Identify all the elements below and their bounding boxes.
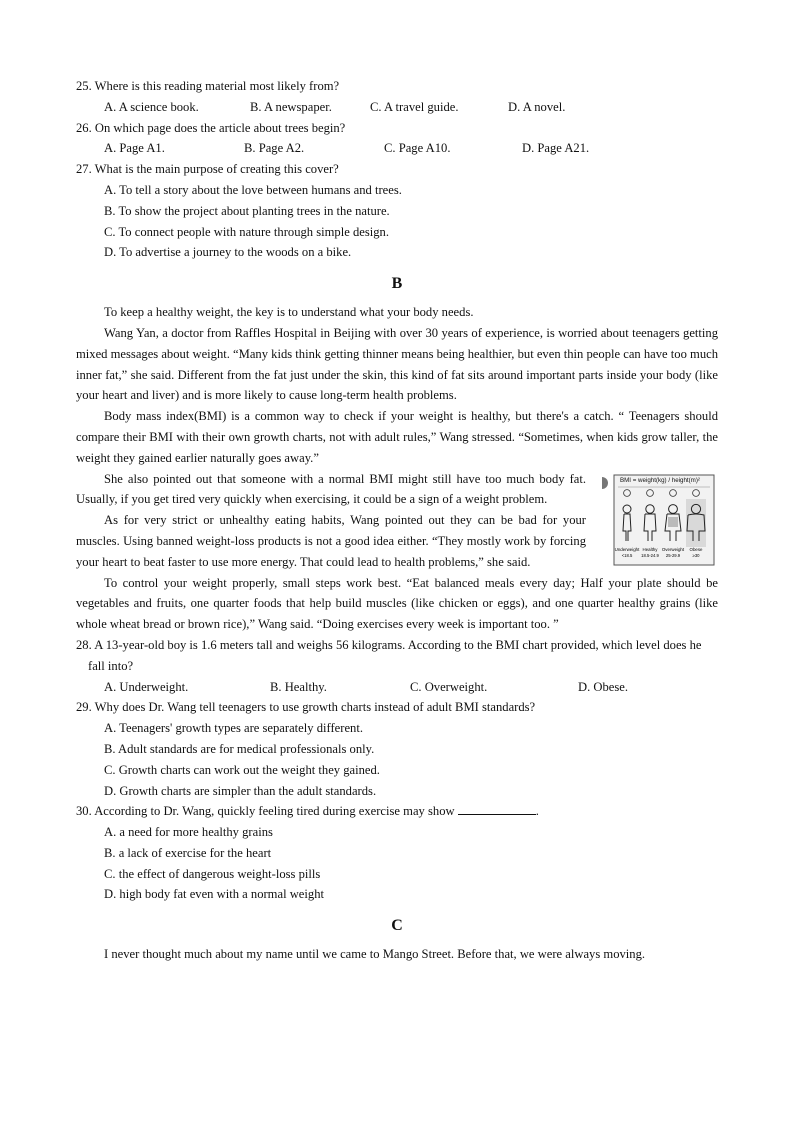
- range-label: 18.5-24.9: [641, 552, 659, 558]
- category-label: Overweight: [661, 546, 685, 552]
- option-a: A. Underweight.: [104, 679, 189, 694]
- passage-paragraph: To keep a healthy weight, the key is to understand what your body needs.: [104, 305, 474, 320]
- bmi-chart-figure: [600, 469, 718, 567]
- range-label: ≥30: [692, 552, 700, 558]
- option-d: D. A novel.: [508, 99, 566, 114]
- option-c: C. A travel guide.: [370, 99, 459, 114]
- passage-paragraph: Wang Yan, a doctor from Raffles Hospital in Beijing with over 30 years of experience, is worried about teenagers getting mixed messages about weight. “Many kids think getting thinner means being healthier, but even thin people can have too much inner fat,” she said. Different from the fat just under the skin, this kind of fat sits around important parts inside your body (like your heart and liver) and is more likely to cause long-term health problems.: [76, 325, 718, 403]
- question-29: [76, 697, 718, 718]
- options-row: [76, 138, 718, 159]
- option-a: A. To tell a story about the love between humans and trees.: [104, 182, 402, 197]
- question-text: On which page does the article about trees begin?: [94, 120, 346, 135]
- bmi-chart-image: [600, 469, 718, 567]
- option-c: C. Overweight.: [410, 679, 488, 694]
- obese-figure-icon: [686, 499, 706, 547]
- question-text: What is the main purpose of creating this cover?: [94, 162, 339, 177]
- option-b: B. Healthy.: [270, 679, 327, 694]
- question-text: Where is this reading material most likely from?: [94, 79, 340, 93]
- exam-page: [76, 76, 718, 965]
- question-26: [76, 118, 718, 139]
- option-a: A. A science book.: [104, 99, 199, 114]
- passage-paragraph: As for very strict or unhealthy eating habits, Wang pointed out they can be bad for your muscles. Using banned weight-loss products is not a good idea either. “They mostly work by forcing your heart to beat faster to use more energy. That could lead to health problems,” she said.: [76, 513, 586, 569]
- question-text: Why does Dr. Wang tell teenagers to use growth charts instead of adult BMI standards?: [94, 700, 536, 715]
- option-a: A. Teenagers' growth types are separately different.: [104, 721, 363, 736]
- category-label: Obese: [689, 546, 703, 552]
- passage-paragraph: Body mass index(BMI) is a common way to check if your weight is healthy, but there's a catch. “ Teenagers should compare their BMI with their own growth charts, not with adult rules,” Wang stressed. “Sometimes, when kids grow taller, the weight they gained earlier naturally goes away.”: [76, 409, 718, 465]
- question-25: [76, 76, 718, 97]
- question-text: A 13-year-old boy is 1.6 meters tall and weighs 56 kilograms. According to the BMI chart provided, which level does he fall into?: [88, 637, 702, 673]
- pin-icon: [602, 477, 608, 489]
- range-label: <18.5: [621, 552, 633, 558]
- bmi-formula: BMI = weight(kg) / height(m)²: [620, 476, 700, 484]
- question-number: 29.: [76, 700, 95, 715]
- category-label: Healthy: [642, 546, 658, 552]
- question-suffix: .: [535, 804, 539, 819]
- option-b: B. Page A2.: [244, 141, 305, 156]
- option-d: D. Growth charts are simpler than the adult standards.: [104, 783, 377, 798]
- category-label: Underweight: [614, 546, 640, 552]
- question-number: 25.: [76, 79, 95, 93]
- option-b: B. a lack of exercise for the heart: [104, 845, 272, 860]
- option-d: D. Obese.: [578, 679, 629, 694]
- answer-blank: [458, 802, 536, 815]
- option-c: C. To connect people with nature through simple design.: [104, 224, 389, 239]
- option-b: B. To show the project about planting trees in the nature.: [104, 203, 390, 218]
- options-row: [76, 677, 718, 698]
- range-label: 25-29.9: [665, 552, 681, 558]
- question-number: 30.: [76, 804, 95, 819]
- option-d: D. high body fat even with a normal weight: [104, 887, 324, 902]
- question-28: [76, 635, 718, 677]
- question-number: 26.: [76, 120, 95, 135]
- question-number: 27.: [76, 162, 95, 177]
- section-heading-b: B: [391, 275, 403, 293]
- option-c: C. the effect of dangerous weight-loss pills: [104, 866, 321, 881]
- option-d: D. To advertise a journey to the woods on a bike.: [104, 245, 352, 260]
- question-30: [76, 801, 718, 822]
- question-text: According to Dr. Wang, quickly feeling tired during exercise may show: [94, 804, 455, 819]
- question-number: 28.: [76, 637, 95, 652]
- option-c: C. Growth charts can work out the weight they gained.: [104, 762, 380, 777]
- section-heading-c: C: [391, 917, 403, 935]
- option-b: B. A newspaper.: [250, 99, 332, 114]
- option-a: A. a need for more healthy grains: [104, 825, 273, 840]
- passage-paragraph: To control your weight properly, small steps work best. “Eat balanced meals every day; Half your plate should be vegetables and fruits, one quarter foods that help build muscles (like chicken or eggs), and one quarter healthy grains (like whole wheat bread or brown rice),” Wang said. “Doing exercises every week is important too. ”: [76, 575, 718, 632]
- option-d: D. Page A21.: [522, 141, 590, 156]
- passage-paragraph: I never thought much about my name until we came to Mango Street. Before that, we were always moving.: [104, 947, 646, 962]
- passage-paragraph: She also pointed out that someone with a normal BMI might still have too much body fat. Usually, if you get tired very quickly when exercising, it could be a sign of a weight problem.: [76, 471, 586, 507]
- options-row: [76, 97, 718, 118]
- option-a: A. Page A1.: [104, 141, 165, 156]
- question-27: [76, 159, 718, 180]
- option-c: C. Page A10.: [384, 141, 451, 156]
- option-b: B. Adult standards are for medical professionals only.: [104, 741, 375, 756]
